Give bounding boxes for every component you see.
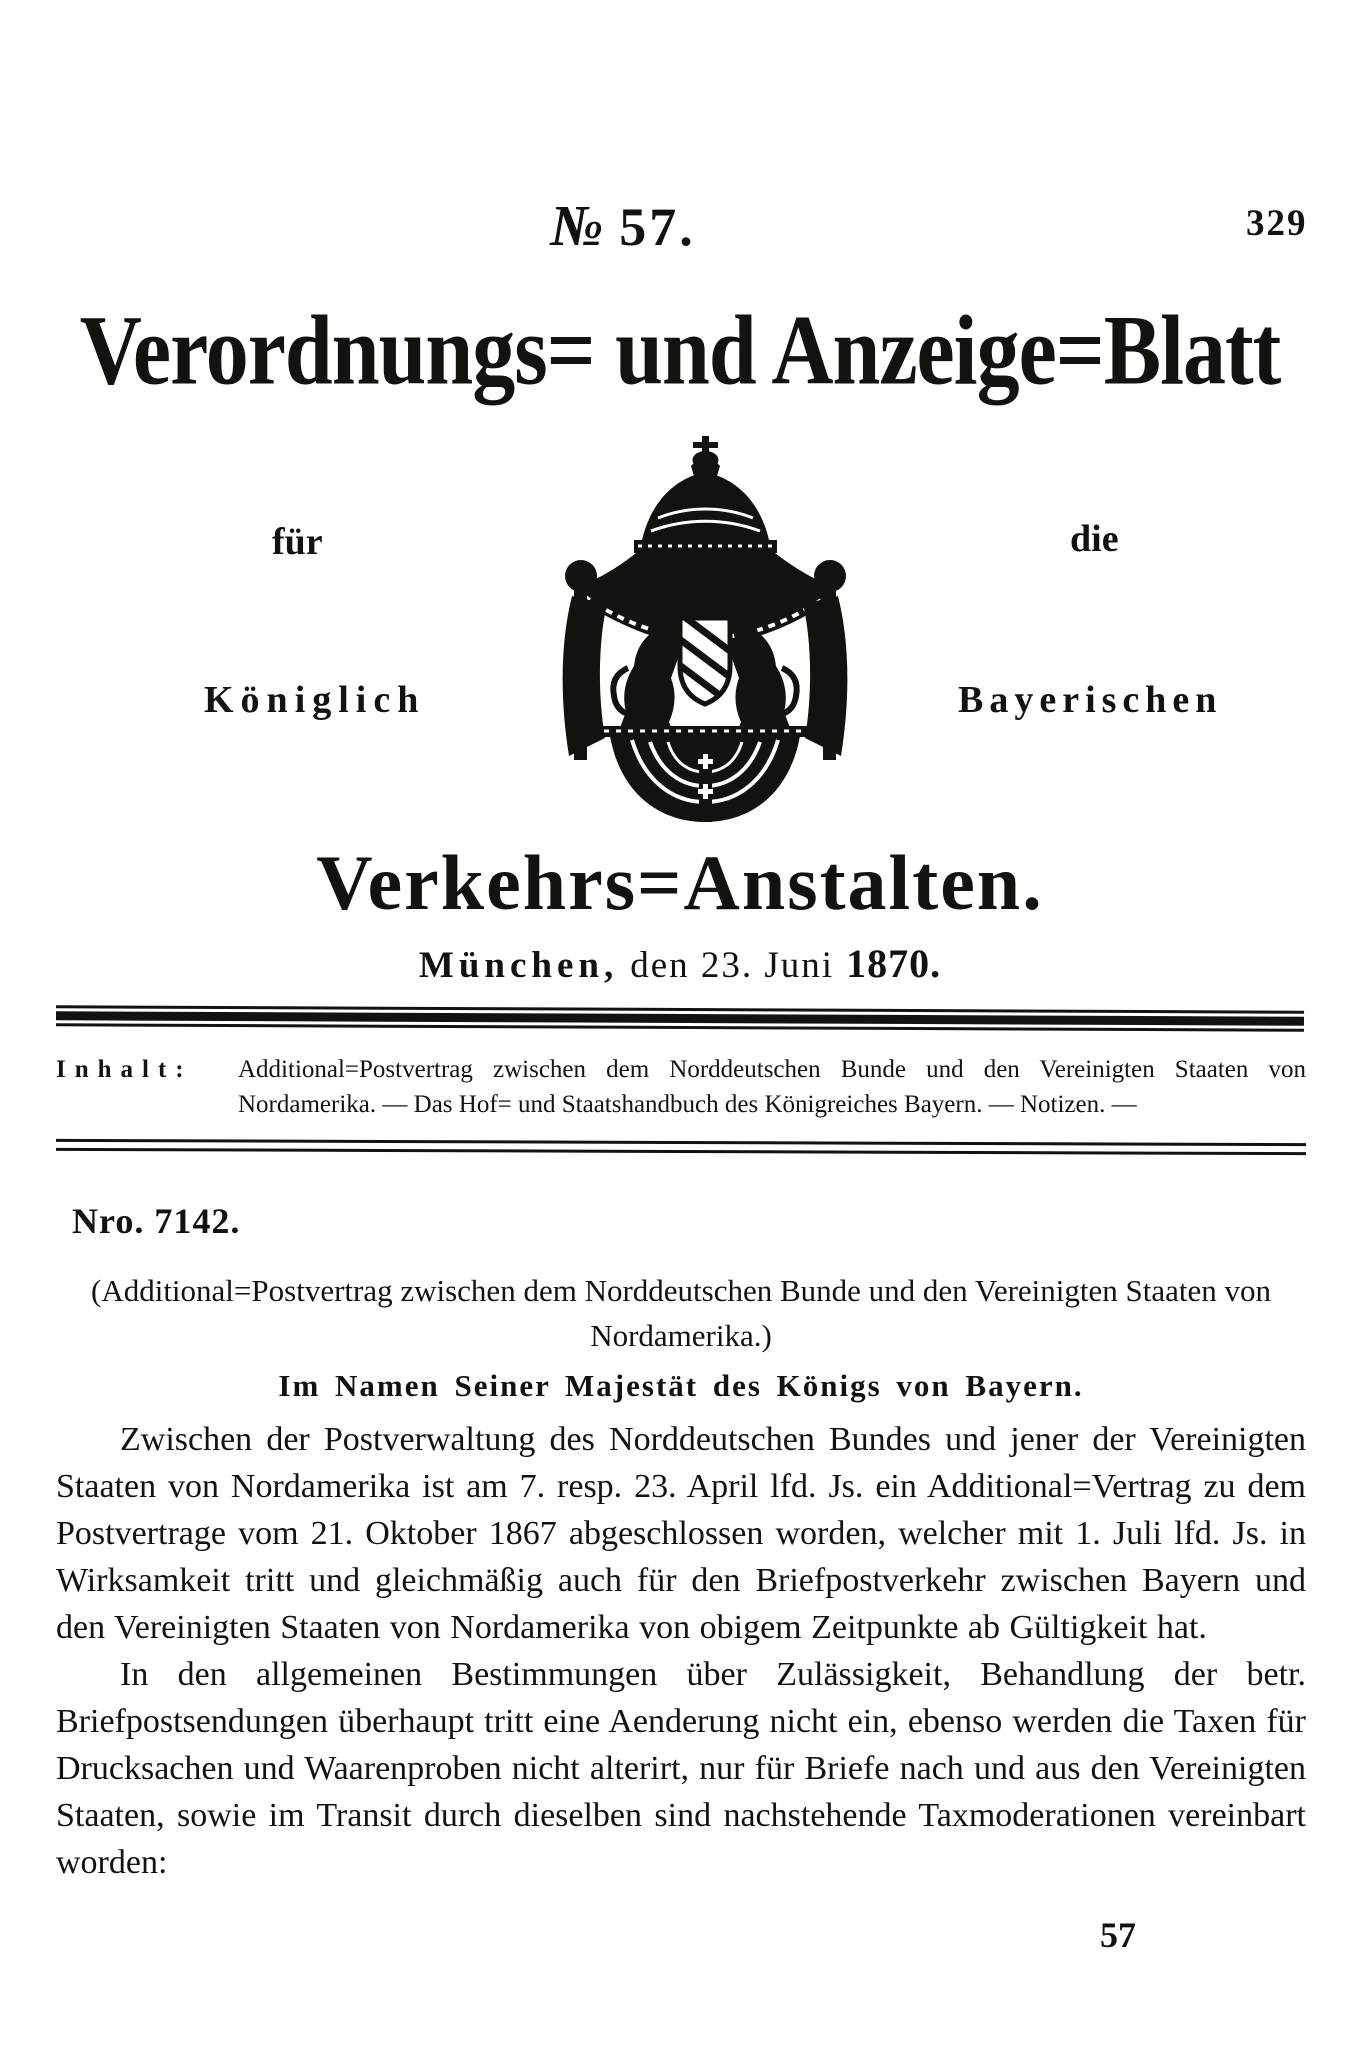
- separator-rule-bottom: [56, 1139, 1306, 1155]
- issue-number: [0, 192, 1246, 259]
- separator-rule-top: [56, 1005, 1304, 1031]
- contents-text: Additional=Postvertrag zwischen dem Norddeutschen Bunde und den Vereinigten Staaten von Nordamerika. — Das Hof= und Staatshandbuch des Königreiches Bayern. — Notizen. —: [238, 1056, 1306, 1118]
- article-paragraph: Zwischen der Postverwaltung des Norddeutschen Bundes und jener der Vereinigten Staaten von Nordamerika ist am 7. resp. 23. April lfd. Js. ein Additional=Vertrag zu dem Postvertrage vom 21. Oktober 1867 abgeschlossen worden, welcher mit 1. Juli lfd. Js. in Wirksamkeit tritt und gleichmäßig auch für den Briefpostverkehr zwischen Bayern und den Vereinigten Staaten von Nordamerika von obigem Zeitpunkte ab Gültigkeit hat.: [56, 1421, 1306, 1646]
- masthead-word-fuer: für: [272, 521, 323, 563]
- article-heading: (Additional=Postvertrag zwischen dem Norddeutschen Bunde und den Vereinigten Staaten von Nordamerika.): [91, 1273, 1271, 1353]
- masthead-word-die: die: [1070, 518, 1119, 560]
- page-number: 329: [1246, 203, 1308, 244]
- dateline: [30, 940, 1330, 987]
- article-invocation: Im Namen Seiner Majestät des Königs von Bayern.: [278, 1368, 1084, 1403]
- dateline-date: den 23. Juni: [630, 945, 835, 986]
- numero-sign: №: [550, 193, 604, 258]
- table-of-contents: [56, 1052, 1306, 1122]
- masthead-word-koeniglich: Königlich: [204, 679, 426, 721]
- article: [56, 1200, 1306, 1886]
- contents-label: Inhalt:: [56, 1056, 193, 1083]
- issue-number-value: 57.: [619, 197, 696, 257]
- bavarian-coat-of-arms-icon: [552, 436, 858, 826]
- masthead-title: Verordnungs= und Anzeige=Blatt: [79, 294, 1281, 406]
- dateline-year: 1870.: [846, 941, 942, 986]
- article-paragraph: In den allgemeinen Bestimmungen über Zulässigkeit, Behandlung der betr. Briefpostsendungen überhaupt tritt eine Aenderung nicht ein, ebenso werden die Taxen für Drucksachen und Waarenproben nicht alterirt, nur für Briefe nach und aus den Vereinigten Staaten, sowie im Transit durch dieselben sind nachstehende Taxmoderationen vereinbart worden:: [56, 1656, 1306, 1881]
- crown-finial-icon: [691, 436, 720, 476]
- masthead-word-bayerischen: Bayerischen: [958, 679, 1223, 721]
- article-number: Nro. 7142.: [72, 1201, 241, 1241]
- dateline-city: München,: [418, 945, 619, 986]
- shield-icon: [670, 606, 742, 712]
- sheet-number: 57: [1100, 1915, 1136, 1955]
- masthead-subtitle: Verkehrs=Anstalten.: [316, 839, 1044, 926]
